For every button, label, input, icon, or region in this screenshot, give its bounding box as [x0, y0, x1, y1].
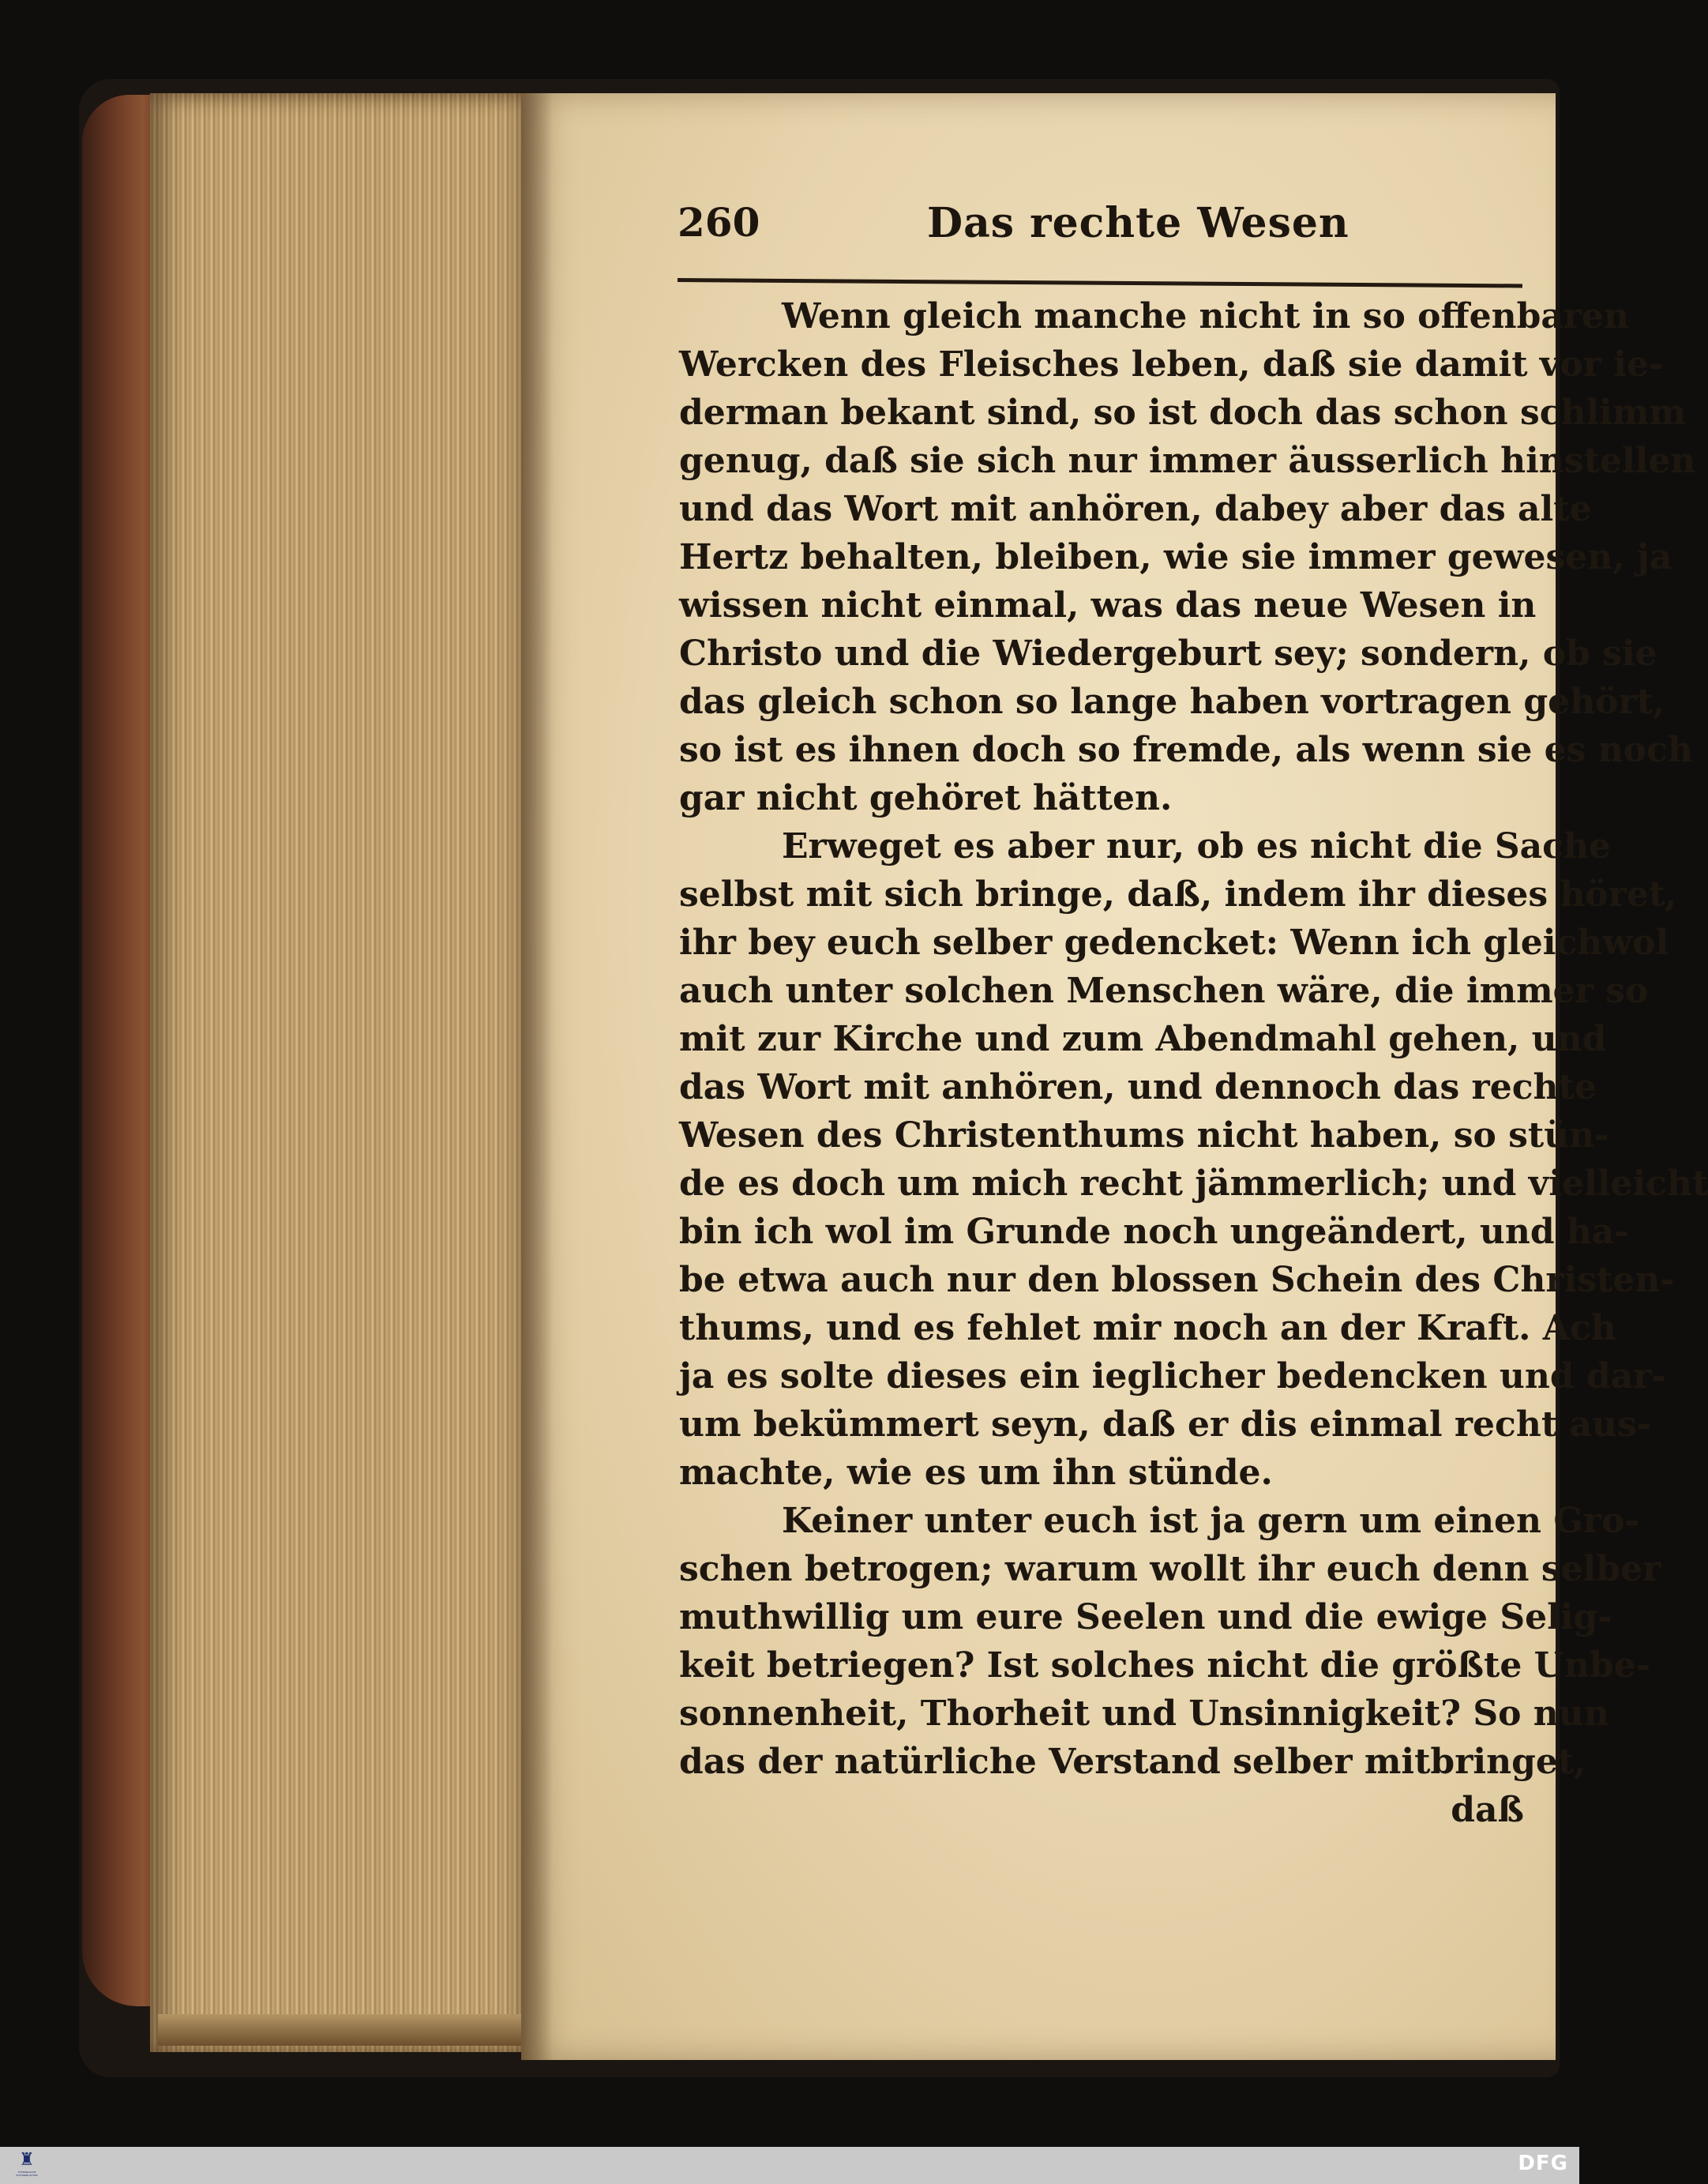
text-line: muthwillig um eure Seelen und die ewige Selig- — [679, 1597, 1612, 1637]
text-line: bin ich wol im Grunde noch ungeändert, und ha- — [679, 1212, 1629, 1252]
text-line: Erweget es aber nur, ob es nicht die Sache — [782, 826, 1611, 866]
library-logo-text: THÜRINGISCHE STIFTSBIBLIOTHEK — [16, 2171, 38, 2177]
text-line: das gleich schon so lange haben vortragen gehört, — [679, 682, 1665, 722]
running-title: Das rechte Wesen — [927, 199, 1350, 247]
page-block-edges — [150, 93, 537, 2052]
page-block-bottom — [158, 2014, 529, 2046]
text-line: Hertz behalten, bleiben, wie sie immer gewesen, ja — [679, 537, 1672, 577]
text-line: sonnenheit, Thorheit und Unsinnigkeit? So nun — [679, 1693, 1609, 1734]
text-line: Christo und die Wiedergeburt sey; sondern, ob sie — [679, 633, 1657, 674]
text-line: so ist es ihnen doch so fremde, als wenn sie es noch — [679, 730, 1693, 770]
viewer-footer-bar — [0, 2147, 1579, 2184]
body-text — [679, 292, 1708, 1834]
dfg-logo[interactable]: DFG — [1518, 2152, 1568, 2175]
running-head — [678, 199, 1522, 262]
text-line: um bekümmert seyn, daß er dis einmal recht aus- — [679, 1404, 1652, 1445]
text-line: Wenn gleich manche nicht in so offenbaren — [782, 296, 1630, 336]
text-line: selbst mit sich bringe, daß, indem ihr dieses höret, — [679, 874, 1677, 915]
text-line: gar nicht gehöret hätten. — [679, 778, 1173, 818]
text-line: das Wort mit anhören, und dennoch das rechte — [679, 1067, 1597, 1107]
catchword: daß — [1451, 1790, 1524, 1830]
text-line: schen betrogen; warum wollt ihr euch denn selber — [679, 1549, 1661, 1589]
text-line: Wercken des Fleisches leben, daß sie damit vor ie- — [679, 344, 1664, 385]
text-line: derman bekant sind, so ist doch das schon schlimm — [679, 393, 1687, 433]
page-number: 260 — [678, 199, 760, 246]
text-line: machte, wie es um ihn stünde. — [679, 1453, 1273, 1493]
library-logo-icon: ♜ — [19, 2150, 35, 2170]
text-line: Wesen des Christenthums nicht haben, so stün- — [679, 1115, 1609, 1156]
text-line: keit betriegen? Ist solches nicht die größte Unbe- — [679, 1645, 1651, 1686]
library-logo[interactable] — [11, 2150, 43, 2182]
text-line: ihr bey euch selber gedencket: Wenn ich gleichwol — [679, 923, 1669, 963]
text-line: be etwa auch nur den blossen Schein des Christen- — [679, 1260, 1675, 1300]
text-line: genug, daß sie sich nur immer äusserlich hinstellen — [679, 441, 1696, 481]
text-line: auch unter solchen Menschen wäre, die immer so — [679, 971, 1649, 1011]
text-line: und das Wort mit anhören, dabey aber das alte — [679, 489, 1592, 529]
text-line: thums, und es fehlet mir noch an der Kraft. Ach — [679, 1308, 1616, 1348]
text-line: wissen nicht einmal, was das neue Wesen in — [679, 585, 1537, 626]
text-line: das der natürliche Verstand selber mitbringet, — [679, 1742, 1586, 1782]
text-line: Keiner unter euch ist ja gern um einen Gro- — [782, 1501, 1639, 1541]
page-gutter — [521, 93, 553, 2060]
text-line: mit zur Kirche und zum Abendmahl gehen, und — [679, 1019, 1607, 1059]
text-line: ja es solte dieses ein ieglicher bedencken und dar- — [679, 1356, 1666, 1396]
text-line: de es doch um mich recht jämmerlich; und vielleicht — [679, 1163, 1708, 1204]
